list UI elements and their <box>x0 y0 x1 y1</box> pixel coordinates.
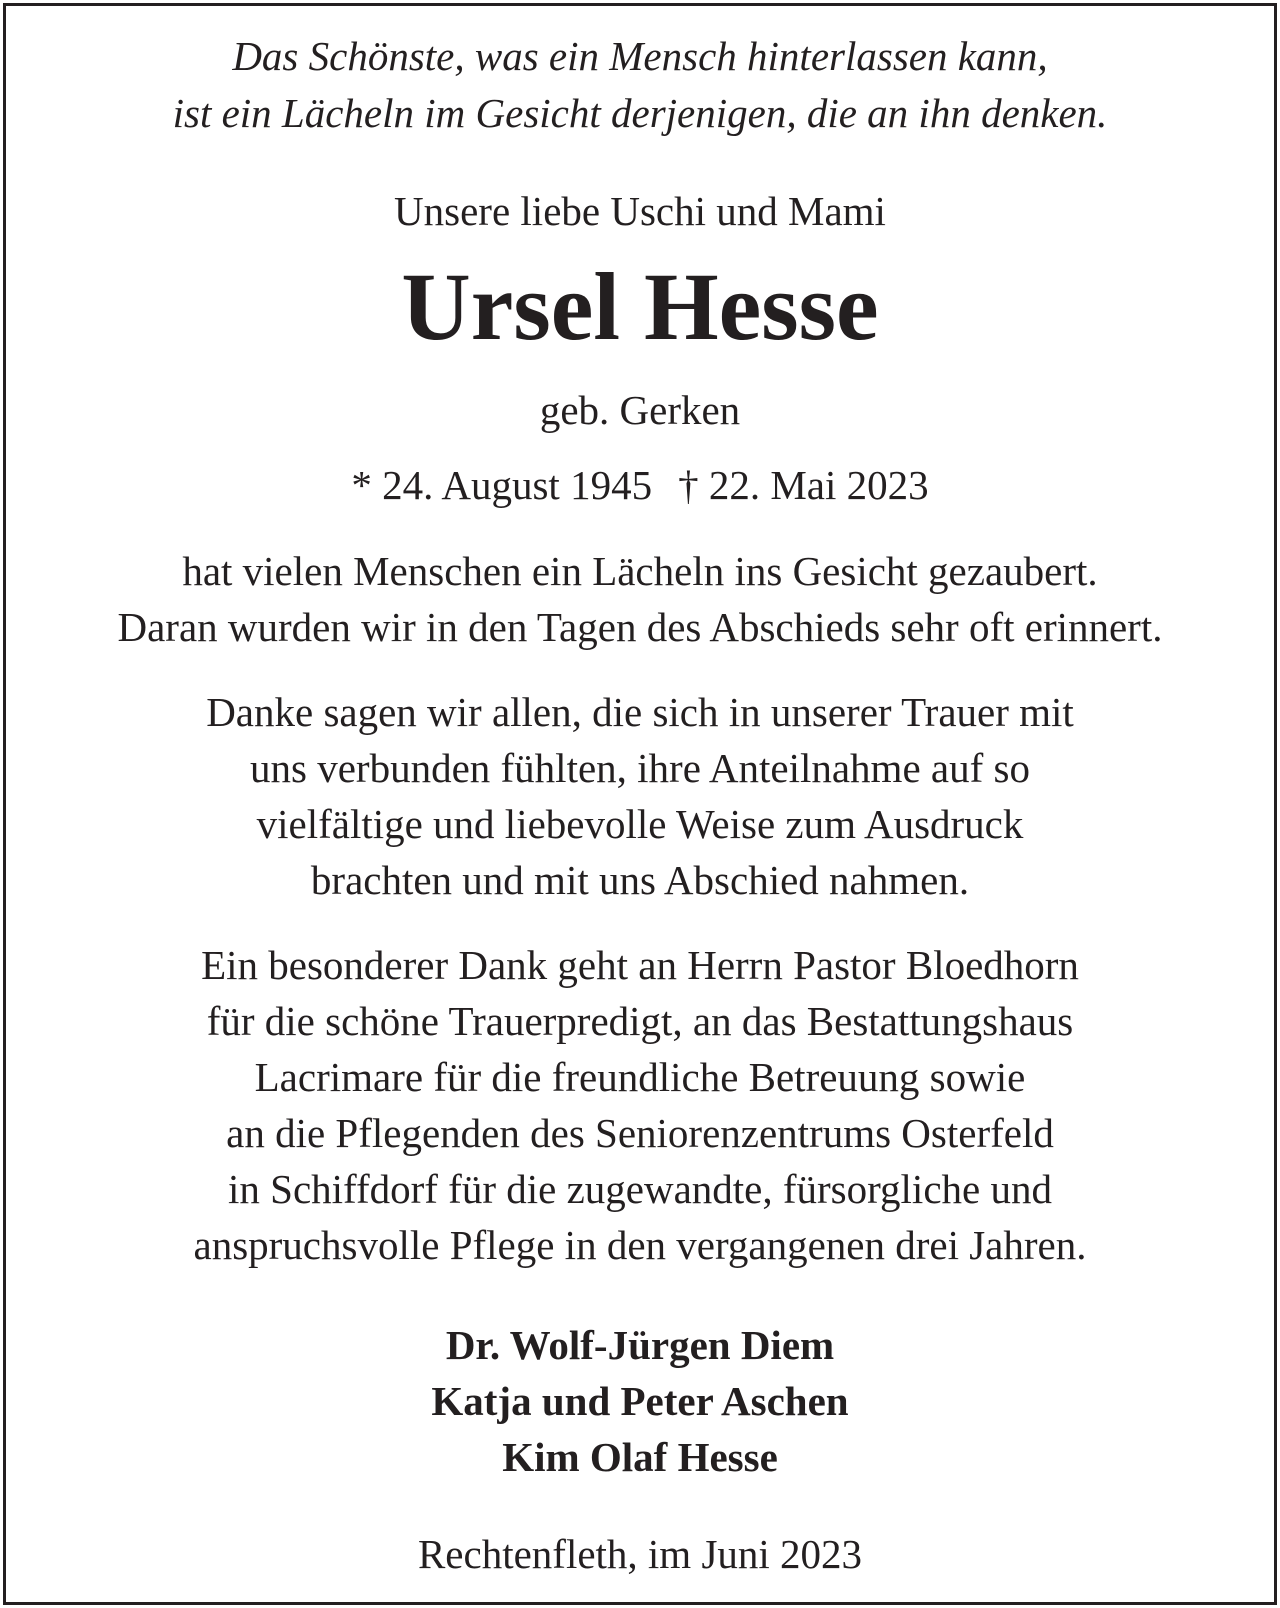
motto-line-2: ist ein Lächeln im Gesicht derjenigen, die an ihn denken. <box>172 90 1108 136</box>
life-dates <box>6 462 1274 508</box>
maiden-name: geb. Gerken <box>539 387 741 433</box>
paragraph3-line-2: für die schöne Trauerpredigt, an das Bestattungshaus <box>206 998 1074 1044</box>
paragraph1-line-1: hat vielen Menschen ein Lächeln ins Gesicht gezaubert. <box>182 548 1098 594</box>
obituary-notice <box>3 3 1277 1605</box>
paragraph3-line-1: Ein besonderer Dank geht an Herrn Pastor Bloedhorn <box>201 942 1079 988</box>
paragraph2-line-1: Danke sagen wir allen, die sich in unserer Trauer mit <box>206 689 1074 735</box>
motto-line-1: Das Schönste, was ein Mensch hinterlassen kann, <box>232 33 1048 79</box>
signer-1: Dr. Wolf-Jürgen Diem <box>445 1322 835 1368</box>
paragraph2-line-3: vielfältige und liebevolle Weise zum Ausdruck <box>256 801 1024 847</box>
death-date: † 22. Mai 2023 <box>678 462 929 508</box>
paragraph2-line-4: brachten und mit uns Abschied nahmen. <box>310 857 970 903</box>
paragraph3-line-6: anspruchsvolle Pflege in den vergangenen drei Jahren. <box>193 1222 1087 1268</box>
paragraph3-line-4: an die Pflegenden des Seniorenzentrums Osterfeld <box>226 1110 1054 1156</box>
place-date: Rechtenfleth, im Juni 2023 <box>417 1531 863 1577</box>
birth-date: * 24. August 1945 <box>351 462 653 508</box>
paragraph1-line-2: Daran wurden wir in den Tagen des Abschieds sehr oft erinnert. <box>117 604 1163 650</box>
intro-line: Unsere liebe Uschi und Mami <box>394 188 886 234</box>
paragraph2-line-2: uns verbunden fühlten, ihre Anteilnahme auf so <box>250 745 1030 791</box>
signer-3: Kim Olaf Hesse <box>502 1434 778 1480</box>
paragraph3-line-5: in Schiffdorf für die zugewandte, fürsorgliche und <box>228 1166 1052 1212</box>
deceased-name: Ursel Hesse <box>401 253 879 360</box>
signer-2: Katja und Peter Aschen <box>431 1378 849 1424</box>
paragraph3-line-3: Lacrimare für die freundliche Betreuung sowie <box>254 1054 1026 1100</box>
